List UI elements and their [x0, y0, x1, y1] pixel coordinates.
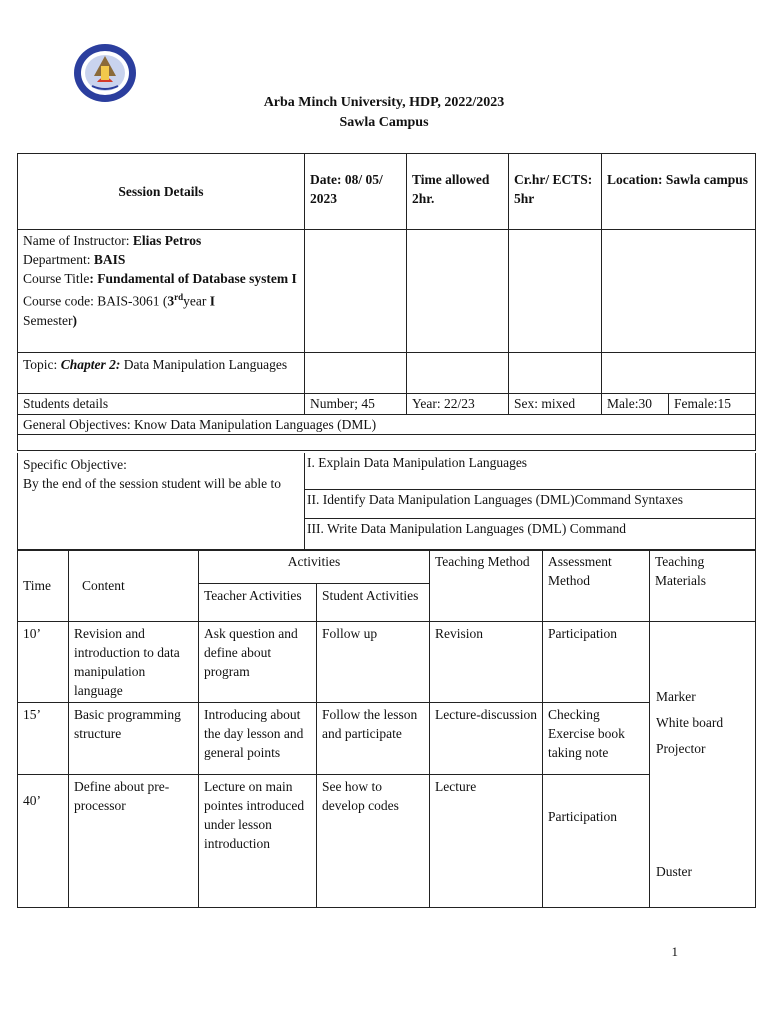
- row-teaching-method: Lecture-discussion: [430, 703, 543, 775]
- instructor-info: [18, 230, 305, 353]
- students-male: Male:30: [602, 394, 669, 415]
- topic-text: Data Manipulation Languages: [120, 357, 288, 372]
- specific-objective-text: By the end of the session student will be able to: [23, 476, 281, 491]
- objective-item: I. Explain Data Manipulation Languages: [305, 453, 755, 490]
- header-time: Time: [18, 550, 69, 622]
- header-teaching-method: Teaching Method: [430, 550, 543, 622]
- row-time: 10’: [18, 622, 69, 703]
- empty-cell: [407, 353, 509, 394]
- topic-chapter: Chapter 2:: [60, 357, 121, 372]
- general-objectives: General Objectives: Know Data Manipulation Languages (DML): [18, 415, 756, 435]
- row-teacher-activity: Ask question and define about program: [199, 622, 317, 703]
- material-item: White board: [656, 715, 724, 730]
- row-student-activity: Follow the lesson and participate: [317, 703, 430, 775]
- row-content: Define about pre-processor: [69, 775, 199, 908]
- course-title: Fundamental of Database system I: [97, 271, 297, 286]
- row-time: 40’: [18, 775, 69, 908]
- header-teacher-activities: Teacher Activities: [199, 584, 317, 622]
- row-time: 15’: [18, 703, 69, 775]
- session-location: Location: Sawla campus: [602, 154, 756, 230]
- specific-objective-list: [305, 453, 756, 550]
- header-content: Content: [69, 550, 199, 622]
- topic-label: Topic:: [23, 357, 61, 372]
- students-details-label: Students details: [18, 394, 305, 415]
- course-code: Course code: BAIS-3061 (: [23, 293, 168, 309]
- blank-row: [18, 435, 756, 451]
- course-year-sup: rd: [174, 292, 184, 302]
- empty-cell: [305, 230, 407, 353]
- specific-objective-label: Specific Objective:: [23, 457, 127, 472]
- empty-cell: [602, 353, 756, 394]
- instructor-name: Elias Petros: [132, 233, 202, 248]
- row-student-activity: Follow up: [317, 622, 430, 703]
- course-year-word: year: [183, 293, 210, 309]
- header-activities: Activities: [199, 550, 430, 584]
- row-student-activity: See how to develop codes: [317, 775, 430, 908]
- topic-cell: [18, 353, 305, 394]
- course-title-sep: :: [89, 271, 98, 286]
- department-name: BAIS: [93, 252, 126, 267]
- course-code-paren: ): [72, 312, 77, 328]
- session-details-heading: Session Details: [18, 154, 305, 230]
- campus-title: Sawla Campus: [339, 115, 429, 130]
- empty-cell: [509, 353, 602, 394]
- row-teacher-activity: Lecture on main pointes introduced under lesson introduction: [199, 775, 317, 908]
- session-table: [17, 153, 756, 451]
- header-student-activities: Student Activities: [317, 584, 430, 622]
- students-year: Year: 22/23: [407, 394, 509, 415]
- row-teaching-method: Lecture: [430, 775, 543, 908]
- header-assessment-method: Assessment Method: [543, 550, 650, 622]
- row-content: Revision and introduction to data manipulation language: [69, 622, 199, 703]
- objective-item: II. Identify Data Manipulation Languages (DML)Command Syntaxes: [305, 490, 755, 519]
- material-item: Marker: [656, 689, 696, 704]
- page-number: 1: [671, 944, 678, 959]
- students-female: Female:15: [669, 394, 756, 415]
- session-time-allowed: Time allowed 2hr.: [407, 154, 509, 230]
- students-number: Number; 45: [305, 394, 407, 415]
- department-label: Department:: [23, 252, 94, 267]
- header-teaching-materials: Teaching Materials: [650, 550, 756, 622]
- row-assessment: Participation: [543, 622, 650, 703]
- empty-cell: [305, 353, 407, 394]
- course-code-end: Semester: [23, 312, 73, 328]
- empty-cell: [407, 230, 509, 353]
- row-assessment: Participation: [543, 775, 650, 908]
- row-teaching-method: Revision: [430, 622, 543, 703]
- material-item: Duster: [656, 864, 692, 879]
- course-semester: I: [209, 293, 215, 309]
- row-content: Basic programming structure: [69, 703, 199, 775]
- specific-objectives-table: [17, 453, 756, 551]
- row-assessment: Checking Exercise book taking note: [543, 703, 650, 775]
- row-teacher-activity: Introducing about the day lesson and general points: [199, 703, 317, 775]
- session-credit: Cr.hr/ ECTS: 5hr: [509, 154, 602, 230]
- instructor-label: Name of Instructor:: [23, 233, 133, 248]
- course-year: 3: [167, 293, 175, 309]
- objective-item: III. Write Data Manipulation Languages (DML) Command: [307, 521, 626, 536]
- teaching-materials-cell: [650, 622, 756, 908]
- empty-cell: [509, 230, 602, 353]
- course-title-label: Course Title: [23, 271, 90, 286]
- university-title: Arba Minch University, HDP, 2022/2023: [263, 95, 505, 110]
- lesson-plan-table: [17, 549, 756, 908]
- material-item: Projector: [656, 741, 706, 756]
- students-sex: Sex: mixed: [509, 394, 602, 415]
- specific-objective-cell: [18, 453, 305, 550]
- session-date: Date: 08/ 05/ 2023: [305, 154, 407, 230]
- empty-cell: [602, 230, 756, 353]
